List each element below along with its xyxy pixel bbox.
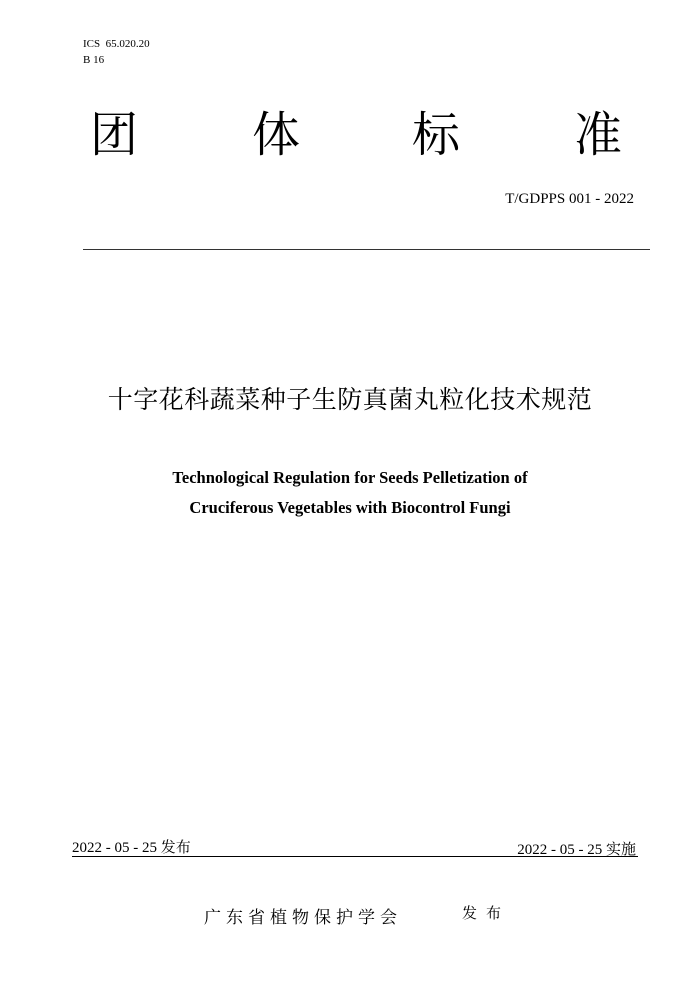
implement-label: 实施 — [605, 840, 636, 858]
english-title — [0, 463, 700, 523]
publish-date: 2022 - 05 - 25 — [72, 840, 157, 856]
implement-date: 2022 - 05 - 25 — [517, 842, 603, 858]
doc-type-char-4: 准 — [574, 107, 623, 163]
english-title-line-1: Technological Regulation for Seeds Pelletization of — [172, 468, 528, 487]
standard-code: T/GDPPS 001 - 2022 — [505, 191, 634, 207]
ccs-code: B 16 — [83, 54, 105, 66]
doc-type-char-3: 标 — [412, 107, 461, 163]
chinese-title: 十字花科蔬菜种子生防真菌丸粒化技术规范 — [107, 385, 593, 414]
issuer-name: 广东省植物保护学会 — [204, 908, 402, 928]
document-type-title — [90, 108, 630, 168]
footer-divider — [72, 856, 638, 857]
doc-type-char-1: 团 — [90, 107, 139, 163]
header-divider — [83, 249, 650, 250]
publish-label: 发布 — [160, 838, 191, 856]
publish-date-block — [72, 836, 191, 857]
doc-type-char-2: 体 — [252, 107, 301, 163]
issuer-action: 发布 — [462, 904, 511, 922]
classification-codes — [83, 36, 150, 68]
english-title-line-2: Cruciferous Vegetables with Biocontrol Fungi — [189, 498, 511, 517]
ics-code: ICS 65.020.20 — [83, 38, 150, 50]
